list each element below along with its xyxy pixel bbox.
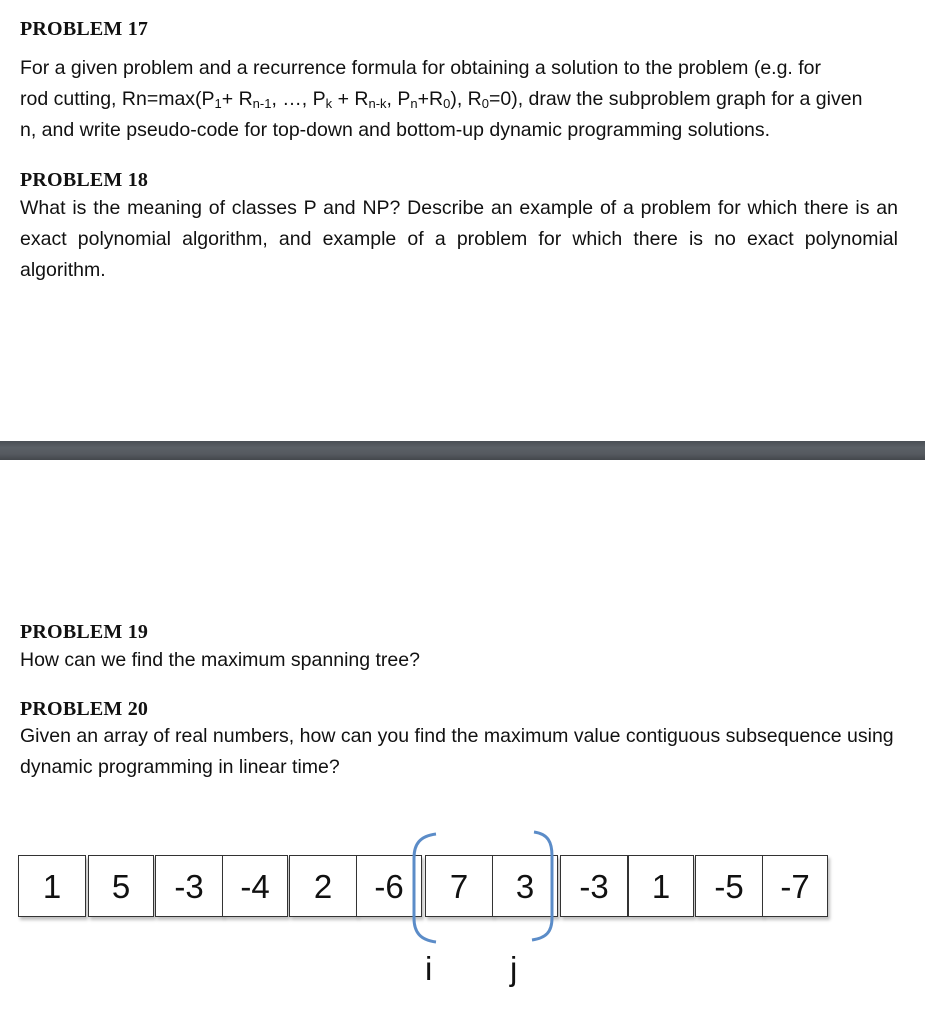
problem-17-heading: PROBLEM 17 [20, 18, 149, 40]
array-value: -3 [579, 868, 609, 905]
array-cell [289, 855, 357, 917]
array-value: 2 [313, 868, 333, 905]
array-value: 1 [42, 868, 62, 905]
array-value: -3 [174, 868, 204, 905]
problem-20-text: Given an array of real numbers, how can you find the maximum value contiguous subsequence using dynamic programming in linear time? [20, 725, 894, 778]
problem-19-heading: PROBLEM 19 [20, 621, 149, 643]
subsequence-brackets [400, 826, 560, 946]
array-cell [762, 855, 828, 917]
problem-20-heading: PROBLEM 20 [20, 698, 149, 720]
array-cell [88, 855, 154, 917]
index-i-label: i [425, 950, 433, 987]
problem-19-text: How can we find the maximum spanning tree? [20, 649, 420, 671]
array-value: -7 [780, 868, 810, 905]
array-cell [222, 855, 288, 917]
array-cell [560, 855, 628, 917]
array-cell [695, 855, 763, 917]
right-bracket [532, 832, 552, 940]
array-cell [155, 855, 223, 917]
array-value: -4 [240, 868, 270, 905]
array-value: 7 [449, 868, 469, 905]
array-value: 5 [111, 868, 131, 905]
problem-18-text: What is the meaning of classes P and NP? Describe an example of a problem for which there is an exact polynomial algorithm, and example of a problem for which there is no exact polynomial algorithm. [20, 197, 898, 281]
array-value: -5 [714, 868, 744, 905]
array-cell [18, 855, 86, 917]
array-value: 3 [515, 868, 535, 905]
array-value: -6 [374, 868, 404, 905]
left-bracket [414, 834, 436, 942]
problem-17-text: For a given problem and a recurrence formula for obtaining a solution to the problem (e.g. for rod cutting, $Rn=\max(P_1+ R_{n-1}$, …, $P_k + R_{n-k}$, $P_n+R_0$), $R_0=0$), draw the subproblem graph for a given n, and write pseudo-code for top-down and bottom-up dynamic programming solutions. [20, 57, 863, 141]
array-value: 1 [651, 868, 671, 905]
problem-18-heading: PROBLEM 18 [20, 169, 149, 191]
page-divider [0, 441, 925, 460]
array-cell [628, 855, 694, 917]
index-j-label: j [510, 950, 518, 987]
